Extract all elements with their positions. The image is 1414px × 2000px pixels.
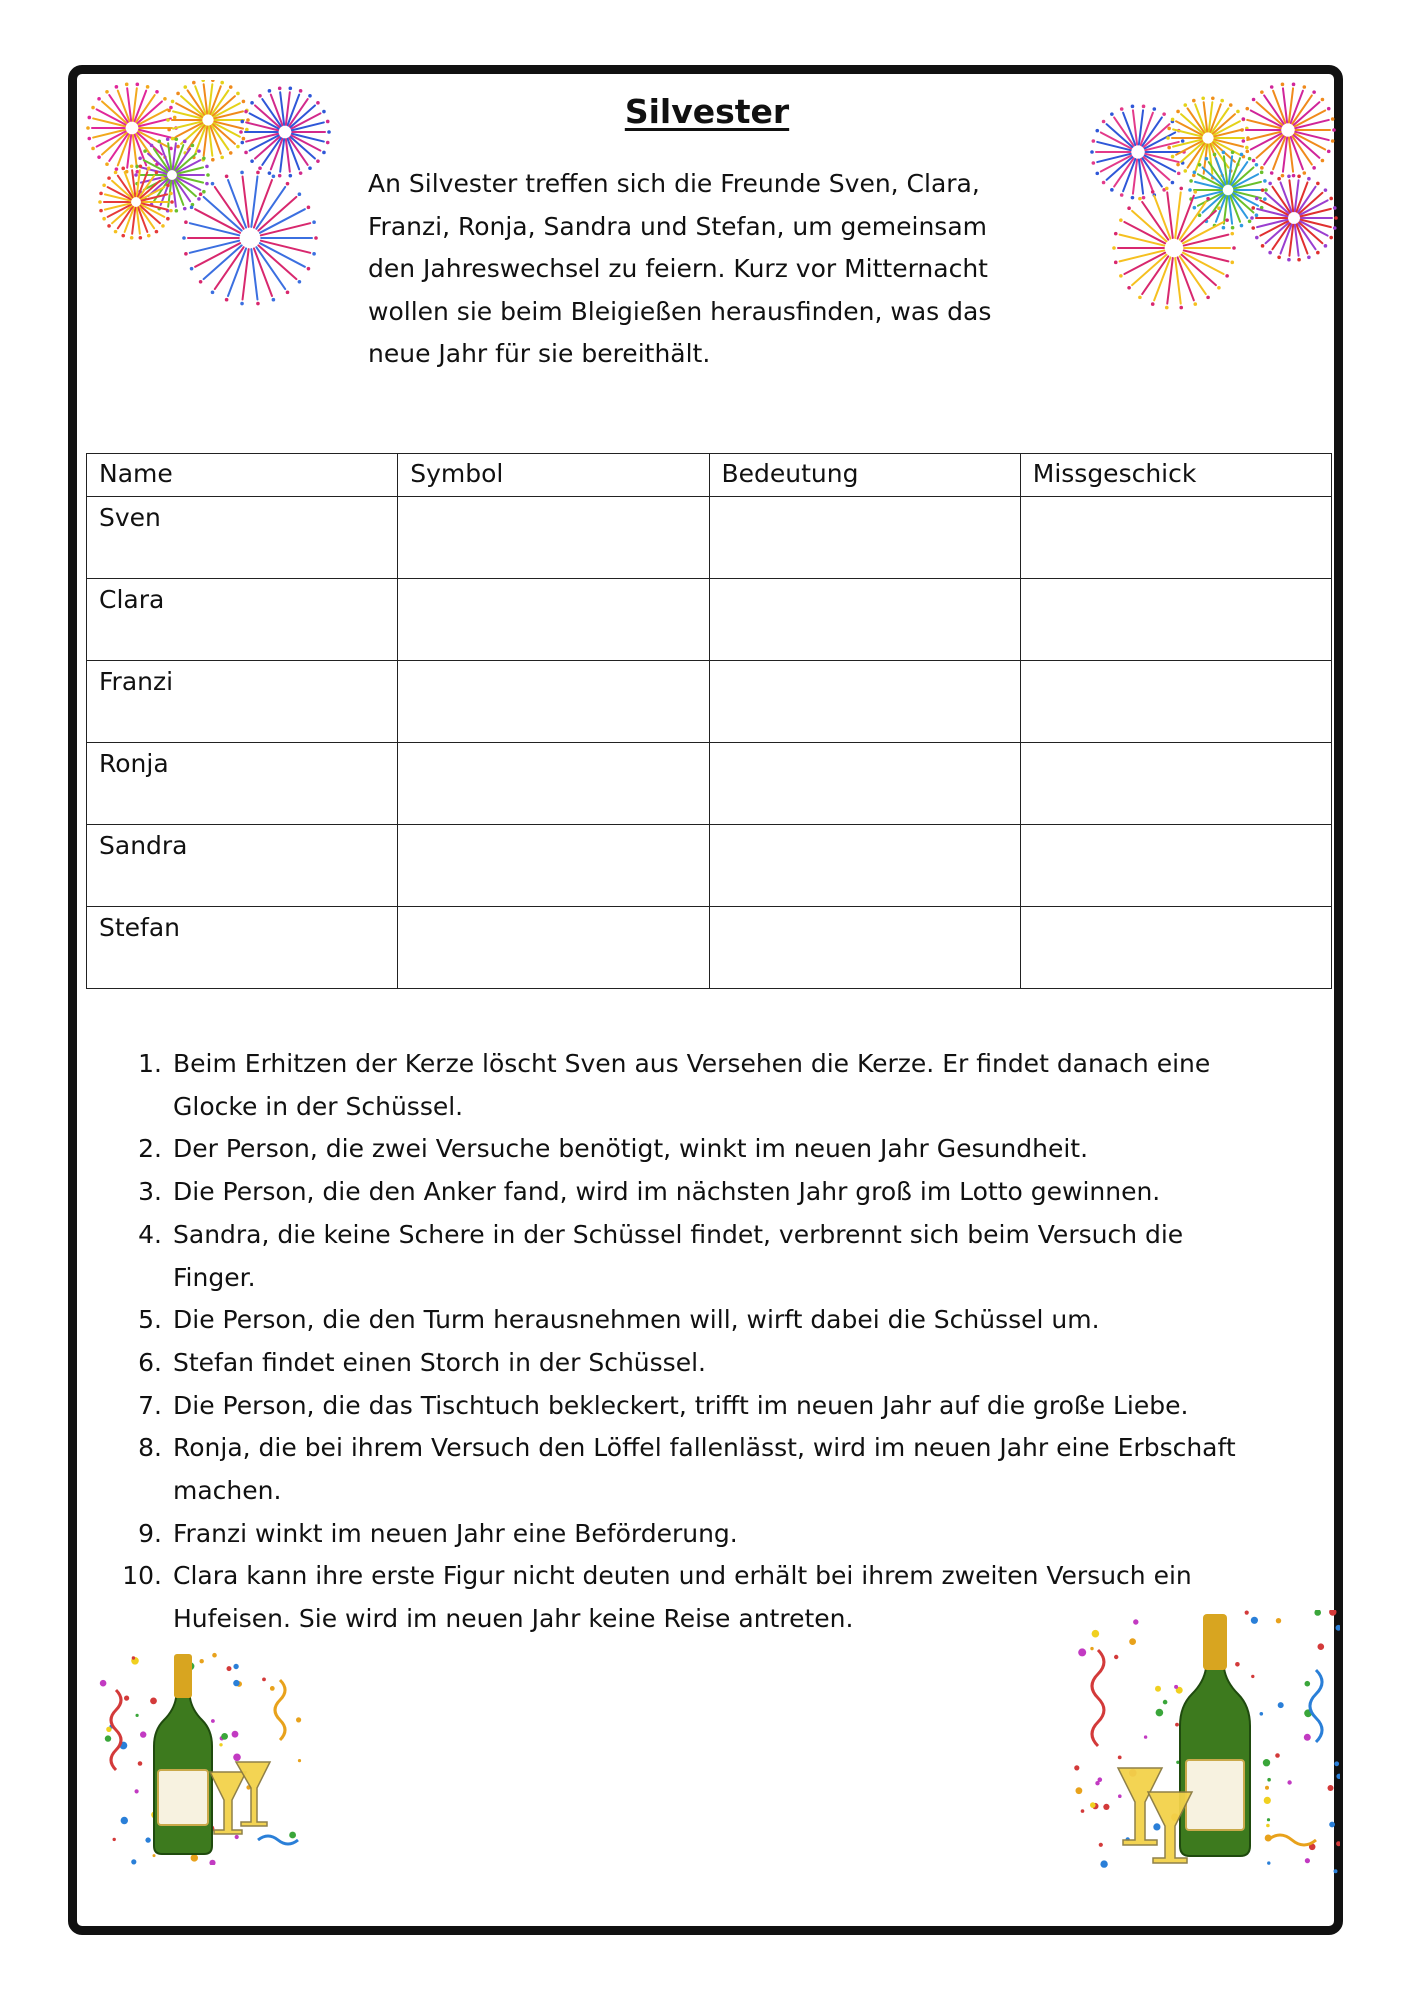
- clue-number: 2.: [138, 1134, 162, 1164]
- clue-line: Glocke in der Schüssel.: [173, 1091, 464, 1121]
- list-item: [118, 1299, 1333, 1342]
- mishap-cell[interactable]: [1020, 661, 1331, 743]
- fireworks-icon: [1088, 80, 1344, 310]
- list-item: [118, 1043, 1333, 1128]
- clue-number: 9.: [138, 1518, 162, 1548]
- mishap-cell[interactable]: [1020, 743, 1331, 825]
- clue-line: Finger.: [173, 1262, 256, 1292]
- table-row: [87, 497, 1332, 579]
- list-item: [118, 1513, 1333, 1556]
- clue-line: Sandra, die keine Schere in der Schüssel findet, verbrennt sich beim Versuch die: [173, 1219, 1184, 1249]
- list-item: [118, 1171, 1333, 1214]
- clue-line: Ronja, die bei ihrem Versuch den Löffel fallenlässt, wird im neuen Jahr eine Erbschaft: [173, 1433, 1236, 1463]
- clue-number: 7.: [138, 1390, 162, 1420]
- list-item: [118, 1214, 1333, 1299]
- clue-number: 1.: [138, 1049, 162, 1078]
- clue-list: [118, 1043, 1333, 1641]
- clue-line: Der Person, die zwei Versuche benötigt, winkt im neuen Jahr Gesundheit.: [173, 1134, 1089, 1164]
- clue-number: 8.: [138, 1433, 162, 1463]
- firework-burst: [239, 87, 331, 178]
- intro-line: wollen sie beim Bleigießen herausfinden, was das: [368, 296, 992, 326]
- firework-burst: [1240, 83, 1336, 178]
- meaning-cell[interactable]: [709, 579, 1020, 661]
- intro-text: [368, 163, 1068, 376]
- clue-number: 5.: [138, 1305, 162, 1335]
- meaning-cell[interactable]: [709, 825, 1020, 907]
- clue-line: Franzi winkt im neuen Jahr eine Beförderung.: [173, 1518, 738, 1548]
- champagne-icon: [1068, 1610, 1340, 1875]
- name-cell: Clara: [87, 579, 398, 661]
- column-header-mishap: Missgeschick: [1020, 454, 1331, 497]
- intro-line: Franzi, Ronja, Sandra und Stefan, um gemeinsam: [368, 211, 987, 241]
- table-header-row: [87, 454, 1332, 497]
- intro-line: An Silvester treffen sich die Freunde Sven, Clara,: [368, 169, 980, 198]
- mishap-cell[interactable]: [1020, 907, 1331, 989]
- clue-line: Die Person, die den Turm herausnehmen will, wirft dabei die Schüssel um.: [173, 1305, 1100, 1335]
- list-item: [118, 1342, 1333, 1385]
- name-cell: Franzi: [87, 661, 398, 743]
- name-cell: Stefan: [87, 907, 398, 989]
- symbol-cell[interactable]: [398, 743, 709, 825]
- symbol-cell[interactable]: [398, 661, 709, 743]
- page-title: Silvester: [624, 92, 790, 131]
- clue-line: Clara kann ihre erste Figur nicht deuten und erhält bei ihrem zweiten Versuch ein: [173, 1561, 1192, 1591]
- clue-line: Die Person, die das Tischtuch bekleckert, trifft im neuen Jahr auf die große Liebe.: [173, 1390, 1189, 1420]
- clue-line: Die Person, die den Anker fand, wird im nächsten Jahr groß im Lotto gewinnen.: [173, 1177, 1161, 1207]
- mishap-cell[interactable]: [1020, 825, 1331, 907]
- table-row: [87, 661, 1332, 743]
- name-cell: Ronja: [87, 743, 398, 825]
- clue-line: Stefan findet einen Storch in der Schüssel.: [173, 1347, 706, 1377]
- meaning-cell[interactable]: [709, 661, 1020, 743]
- table-row: [87, 825, 1332, 907]
- list-item: [118, 1385, 1333, 1428]
- mishap-cell[interactable]: [1020, 497, 1331, 579]
- meaning-cell[interactable]: [709, 907, 1020, 989]
- solution-table: [86, 453, 1332, 989]
- firework-burst: [166, 80, 250, 162]
- symbol-cell[interactable]: [398, 825, 709, 907]
- clue-number: 4.: [138, 1219, 162, 1249]
- symbol-cell[interactable]: [398, 907, 709, 989]
- list-item: [118, 1427, 1333, 1512]
- firework-burst: [86, 83, 178, 174]
- table-row: [87, 907, 1332, 989]
- clue-line: Beim Erhitzen der Kerze löscht Sven aus Versehen die Kerze. Er findet danach eine: [173, 1049, 1211, 1078]
- column-header-meaning: Bedeutung: [709, 454, 1020, 497]
- clue-line: machen.: [173, 1476, 282, 1506]
- meaning-cell[interactable]: [709, 497, 1020, 579]
- clue-number: 10.: [122, 1561, 162, 1591]
- name-cell: Sandra: [87, 825, 398, 907]
- firework-burst: [1250, 175, 1338, 262]
- list-item: [118, 1128, 1333, 1171]
- intro-line: den Jahreswechsel zu feiern. Kurz vor Mitternacht: [368, 254, 988, 283]
- clue-number: 3.: [138, 1177, 162, 1207]
- champagne-icon: [98, 1650, 308, 1865]
- column-header-name: Name: [87, 454, 398, 497]
- clue-number: 6.: [138, 1347, 162, 1377]
- symbol-cell[interactable]: [398, 579, 709, 661]
- mishap-cell[interactable]: [1020, 579, 1331, 661]
- name-cell: Sven: [87, 497, 398, 579]
- fireworks-icon: [80, 80, 350, 310]
- clue-line: Hufeisen. Sie wird im neuen Jahr keine Reise antreten.: [173, 1604, 854, 1634]
- table-row: [87, 579, 1332, 661]
- intro-line: neue Jahr für sie bereithält.: [368, 339, 711, 368]
- meaning-cell[interactable]: [709, 743, 1020, 825]
- column-header-symbol: Symbol: [398, 454, 709, 497]
- symbol-cell[interactable]: [398, 497, 709, 579]
- table-row: [87, 743, 1332, 825]
